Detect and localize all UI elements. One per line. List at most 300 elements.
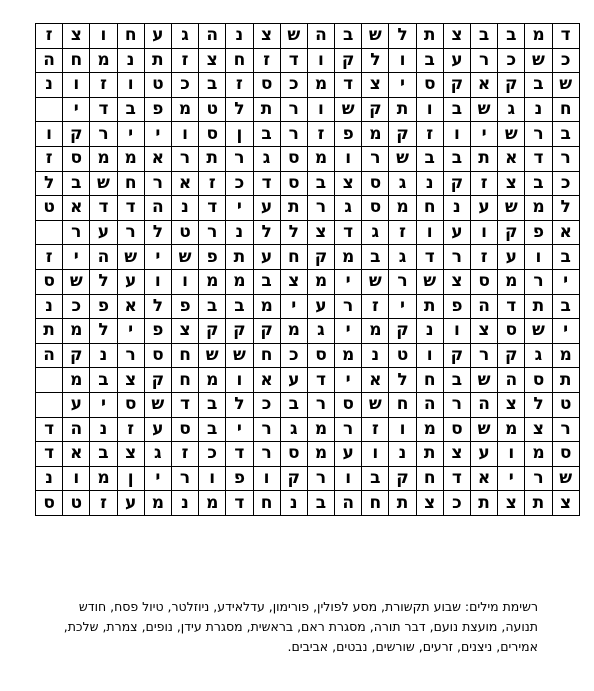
grid-cell[interactable]: ד [443,466,470,491]
grid-cell[interactable]: ח [226,48,253,73]
grid-cell[interactable]: ל [525,392,552,417]
grid-cell[interactable]: ב [525,171,552,196]
grid-cell[interactable]: ח [171,343,198,368]
grid-cell[interactable]: ו [443,319,470,344]
grid-cell[interactable]: ק [63,122,90,147]
grid-cell[interactable]: ש [552,466,579,491]
grid-cell[interactable]: נ [36,294,63,319]
grid-cell[interactable]: ק [389,122,416,147]
grid-cell[interactable]: ר [443,392,470,417]
grid-cell[interactable]: ב [443,97,470,122]
grid-cell[interactable]: ר [307,466,334,491]
grid-cell[interactable]: מ [498,269,525,294]
grid-cell[interactable]: ל [389,368,416,393]
grid-cell[interactable]: ס [280,171,307,196]
grid-cell[interactable]: א [63,196,90,221]
grid-cell[interactable]: ע [335,442,362,467]
grid-cell[interactable]: א [117,294,144,319]
grid-cell[interactable]: ר [335,417,362,442]
grid-cell[interactable]: מ [90,48,117,73]
grid-cell[interactable]: ז [171,48,198,73]
grid-cell[interactable]: ח [171,368,198,393]
grid-cell[interactable] [36,368,63,393]
grid-cell[interactable]: מ [90,146,117,171]
grid-cell[interactable]: ש [471,97,498,122]
grid-cell[interactable]: ב [443,146,470,171]
grid-cell[interactable]: ס [443,417,470,442]
grid-cell[interactable]: ן [117,466,144,491]
grid-cell[interactable]: נ [171,491,198,516]
grid-cell[interactable]: מ [362,122,389,147]
grid-cell[interactable]: מ [117,146,144,171]
grid-cell[interactable]: ל [36,171,63,196]
grid-cell[interactable]: ע [253,245,280,270]
grid-cell[interactable]: ב [253,122,280,147]
grid-cell[interactable]: ד [90,196,117,221]
grid-cell[interactable]: ק [144,368,171,393]
grid-cell[interactable]: ז [362,417,389,442]
grid-cell[interactable]: ח [552,97,579,122]
grid-cell[interactable]: ש [498,196,525,221]
grid-cell[interactable]: כ [552,48,579,73]
grid-cell[interactable]: כ [443,491,470,516]
grid-cell[interactable]: ז [389,220,416,245]
grid-cell[interactable]: ז [199,171,226,196]
grid-cell[interactable]: ס [525,368,552,393]
grid-cell[interactable]: ע [471,442,498,467]
grid-cell[interactable]: י [144,122,171,147]
grid-cell[interactable]: ר [471,48,498,73]
grid-cell[interactable]: ז [226,73,253,98]
grid-cell[interactable]: מ [171,97,198,122]
grid-cell[interactable]: ש [416,269,443,294]
grid-cell[interactable]: ז [36,24,63,49]
grid-cell[interactable]: נ [416,171,443,196]
grid-cell[interactable]: א [471,73,498,98]
grid-cell[interactable]: ב [443,368,470,393]
grid-cell[interactable]: מ [253,294,280,319]
grid-cell[interactable]: ל [226,97,253,122]
grid-cell[interactable]: ו [171,122,198,147]
grid-cell[interactable]: י [552,269,579,294]
grid-cell[interactable]: נ [226,24,253,49]
grid-cell[interactable]: ש [471,417,498,442]
grid-cell[interactable]: ק [443,171,470,196]
grid-cell[interactable]: מ [280,319,307,344]
grid-cell[interactable]: ס [36,269,63,294]
grid-cell[interactable]: ב [199,417,226,442]
grid-cell[interactable]: נ [525,97,552,122]
grid-cell[interactable]: צ [498,392,525,417]
grid-cell[interactable]: ז [117,417,144,442]
grid-cell[interactable]: ו [498,442,525,467]
grid-cell[interactable]: צ [525,417,552,442]
grid-cell[interactable]: ה [471,392,498,417]
grid-cell[interactable]: פ [199,245,226,270]
grid-cell[interactable]: ד [117,196,144,221]
grid-cell[interactable]: ו [90,24,117,49]
grid-cell[interactable] [36,97,63,122]
grid-cell[interactable]: ל [144,294,171,319]
grid-cell[interactable] [36,392,63,417]
grid-cell[interactable]: ב [362,466,389,491]
grid-cell[interactable]: מ [525,196,552,221]
grid-cell[interactable]: י [280,294,307,319]
grid-cell[interactable]: ו [335,146,362,171]
grid-cell[interactable]: נ [36,73,63,98]
grid-cell[interactable]: ק [443,73,470,98]
grid-cell[interactable]: ר [307,392,334,417]
grid-cell[interactable]: מ [389,196,416,221]
grid-cell[interactable]: ח [253,491,280,516]
grid-cell[interactable]: מ [525,24,552,49]
grid-cell[interactable]: ס [117,392,144,417]
grid-cell[interactable]: ג [171,24,198,49]
grid-cell[interactable]: ר [171,466,198,491]
grid-cell[interactable]: ו [144,269,171,294]
grid-cell[interactable]: פ [144,97,171,122]
grid-cell[interactable]: ר [117,343,144,368]
grid-cell[interactable]: מ [63,368,90,393]
grid-cell[interactable]: ת [471,146,498,171]
grid-cell[interactable]: צ [117,442,144,467]
grid-cell[interactable]: ס [144,343,171,368]
grid-cell[interactable]: ס [498,319,525,344]
grid-cell[interactable]: ד [199,196,226,221]
grid-cell[interactable]: ו [36,122,63,147]
grid-cell[interactable]: ו [171,269,198,294]
grid-cell[interactable]: צ [253,24,280,49]
grid-cell[interactable]: ז [416,122,443,147]
grid-cell[interactable]: ס [307,343,334,368]
grid-cell[interactable]: ז [90,491,117,516]
grid-cell[interactable]: ה [90,245,117,270]
grid-cell[interactable]: ע [117,269,144,294]
grid-cell[interactable]: ח [253,343,280,368]
grid-cell[interactable]: י [335,368,362,393]
grid-cell[interactable]: ר [280,97,307,122]
grid-cell[interactable]: ע [280,368,307,393]
grid-cell[interactable]: ת [552,368,579,393]
grid-cell[interactable]: ר [362,146,389,171]
grid-cell[interactable]: ע [144,24,171,49]
grid-cell[interactable]: ק [498,220,525,245]
grid-cell[interactable]: מ [335,245,362,270]
grid-cell[interactable]: ד [498,294,525,319]
grid-cell[interactable]: ס [36,491,63,516]
grid-cell[interactable]: נ [443,196,470,221]
grid-cell[interactable]: ד [226,491,253,516]
grid-cell[interactable]: כ [226,171,253,196]
grid-cell[interactable]: ת [253,97,280,122]
grid-cell[interactable]: ו [471,220,498,245]
grid-cell[interactable]: ג [362,220,389,245]
grid-cell[interactable]: ס [335,392,362,417]
grid-cell[interactable]: י [63,97,90,122]
grid-cell[interactable]: ז [471,245,498,270]
grid-cell[interactable]: ו [63,466,90,491]
grid-cell[interactable]: ס [63,146,90,171]
grid-cell[interactable]: ע [471,196,498,221]
grid-cell[interactable]: ש [280,24,307,49]
grid-cell[interactable]: ח [117,24,144,49]
grid-cell[interactable]: ש [199,343,226,368]
grid-cell[interactable]: ר [552,417,579,442]
grid-cell[interactable]: ק [389,466,416,491]
grid-cell[interactable]: ה [307,24,334,49]
grid-cell[interactable]: ו [199,466,226,491]
grid-cell[interactable]: ו [416,97,443,122]
grid-cell[interactable]: ו [389,417,416,442]
grid-cell[interactable]: ר [253,442,280,467]
grid-cell[interactable]: ג [307,319,334,344]
grid-cell[interactable]: ט [552,392,579,417]
grid-cell[interactable]: ר [525,466,552,491]
grid-cell[interactable]: כ [498,48,525,73]
grid-cell[interactable]: ס [362,171,389,196]
grid-cell[interactable]: ח [416,368,443,393]
grid-cell[interactable]: מ [552,343,579,368]
grid-cell[interactable]: י [552,319,579,344]
grid-cell[interactable]: י [90,392,117,417]
grid-cell[interactable]: ו [226,368,253,393]
grid-cell[interactable]: ת [389,97,416,122]
grid-cell[interactable]: מ [525,442,552,467]
grid-cell[interactable]: ה [416,392,443,417]
grid-cell[interactable]: ע [498,245,525,270]
grid-cell[interactable]: ב [416,48,443,73]
grid-cell[interactable]: ן [226,122,253,147]
grid-cell[interactable]: צ [498,491,525,516]
grid-cell[interactable]: צ [498,171,525,196]
grid-cell[interactable]: ב [280,392,307,417]
grid-cell[interactable]: ל [552,196,579,221]
grid-cell[interactable]: ס [552,442,579,467]
grid-cell[interactable]: ח [63,48,90,73]
grid-cell[interactable]: ז [36,245,63,270]
grid-cell[interactable]: ל [280,220,307,245]
grid-cell[interactable]: ג [389,245,416,270]
grid-cell[interactable]: צ [117,368,144,393]
grid-cell[interactable]: ש [498,122,525,147]
grid-cell[interactable]: מ [144,491,171,516]
grid-cell[interactable]: צ [362,73,389,98]
grid-cell[interactable]: ע [144,417,171,442]
grid-cell[interactable]: ו [253,466,280,491]
grid-cell[interactable]: ס [199,122,226,147]
grid-cell[interactable]: י [63,245,90,270]
grid-cell[interactable]: ב [199,294,226,319]
grid-cell[interactable]: ח [389,392,416,417]
grid-cell[interactable]: נ [389,442,416,467]
grid-cell[interactable]: ר [552,146,579,171]
grid-cell[interactable]: ח [416,466,443,491]
grid-cell[interactable]: ד [253,171,280,196]
grid-cell[interactable]: מ [199,269,226,294]
grid-cell[interactable]: ת [389,491,416,516]
grid-cell[interactable]: מ [307,146,334,171]
grid-cell[interactable]: מ [63,319,90,344]
grid-cell[interactable]: צ [443,24,470,49]
grid-cell[interactable]: צ [443,442,470,467]
grid-cell[interactable]: נ [90,417,117,442]
grid-cell[interactable]: ר [280,122,307,147]
grid-cell[interactable]: ד [226,442,253,467]
grid-cell[interactable]: ר [226,146,253,171]
grid-cell[interactable]: כ [280,73,307,98]
grid-cell[interactable]: ה [471,294,498,319]
grid-cell[interactable]: ר [63,220,90,245]
grid-cell[interactable]: ר [389,269,416,294]
grid-cell[interactable]: כ [552,171,579,196]
grid-cell[interactable]: ז [90,73,117,98]
grid-cell[interactable]: צ [280,269,307,294]
grid-cell[interactable]: ר [199,220,226,245]
grid-cell[interactable]: ג [335,196,362,221]
grid-cell[interactable]: ר [525,269,552,294]
grid-cell[interactable]: ח [117,171,144,196]
grid-cell[interactable]: ו [307,48,334,73]
grid-cell[interactable]: ש [171,245,198,270]
grid-cell[interactable]: מ [362,319,389,344]
grid-cell[interactable]: ג [389,171,416,196]
grid-cell[interactable]: מ [307,442,334,467]
grid-cell[interactable]: ת [144,48,171,73]
grid-cell[interactable]: ז [36,146,63,171]
grid-cell[interactable]: ז [171,442,198,467]
grid-cell[interactable]: א [471,466,498,491]
grid-cell[interactable]: ח [362,491,389,516]
grid-cell[interactable]: ו [362,442,389,467]
grid-cell[interactable]: ר [253,417,280,442]
grid-cell[interactable]: ק [226,319,253,344]
grid-cell[interactable]: א [253,368,280,393]
grid-cell[interactable]: ש [144,392,171,417]
grid-cell[interactable]: ח [416,196,443,221]
grid-cell[interactable]: פ [525,220,552,245]
grid-cell[interactable]: ו [389,48,416,73]
grid-cell[interactable]: ה [63,417,90,442]
grid-cell[interactable]: ס [471,269,498,294]
grid-cell[interactable]: ו [525,245,552,270]
grid-cell[interactable]: ע [90,220,117,245]
grid-cell[interactable]: ע [63,392,90,417]
grid-cell[interactable]: ח [280,245,307,270]
grid-cell[interactable]: ד [525,146,552,171]
grid-cell[interactable]: ק [199,319,226,344]
grid-cell[interactable]: ש [117,245,144,270]
grid-cell[interactable]: כ [63,294,90,319]
grid-cell[interactable]: ס [280,146,307,171]
grid-cell[interactable]: צ [471,319,498,344]
grid-cell[interactable]: ר [307,196,334,221]
grid-cell[interactable]: מ [199,368,226,393]
grid-cell[interactable]: י [389,73,416,98]
grid-cell[interactable]: ס [280,442,307,467]
grid-cell[interactable]: ש [362,24,389,49]
grid-cell[interactable]: ר [471,343,498,368]
grid-cell[interactable]: ק [389,319,416,344]
grid-cell[interactable]: י [335,269,362,294]
grid-cell[interactable]: ט [389,343,416,368]
grid-cell[interactable]: ש [525,319,552,344]
grid-cell[interactable]: ו [443,122,470,147]
grid-cell[interactable]: י [335,319,362,344]
grid-cell[interactable]: א [498,146,525,171]
grid-cell[interactable]: ת [416,294,443,319]
grid-cell[interactable]: פ [226,466,253,491]
grid-cell[interactable]: ע [253,196,280,221]
grid-cell[interactable]: מ [307,269,334,294]
grid-cell[interactable]: ב [90,442,117,467]
grid-cell[interactable]: ק [335,48,362,73]
grid-cell[interactable]: ק [498,343,525,368]
grid-cell[interactable]: ד [307,368,334,393]
grid-cell[interactable]: ק [307,245,334,270]
grid-cell[interactable]: ה [144,196,171,221]
grid-cell[interactable]: נ [36,466,63,491]
grid-cell[interactable]: ב [307,491,334,516]
grid-cell[interactable]: ש [226,343,253,368]
grid-cell[interactable]: ד [280,48,307,73]
grid-cell[interactable]: צ [307,220,334,245]
grid-cell[interactable]: נ [362,343,389,368]
grid-cell[interactable]: ש [362,392,389,417]
grid-cell[interactable]: א [144,146,171,171]
grid-cell[interactable]: ש [63,269,90,294]
grid-cell[interactable]: נ [226,220,253,245]
grid-cell[interactable]: ת [471,491,498,516]
grid-cell[interactable]: ע [443,48,470,73]
grid-cell[interactable]: ג [498,97,525,122]
grid-cell[interactable]: ה [335,491,362,516]
grid-cell[interactable]: ל [144,220,171,245]
grid-cell[interactable]: ל [90,269,117,294]
grid-cell[interactable]: ל [90,319,117,344]
grid-cell[interactable]: ב [307,171,334,196]
grid-cell[interactable]: ו [117,73,144,98]
grid-cell[interactable]: ש [335,97,362,122]
grid-cell[interactable]: י [117,319,144,344]
grid-cell[interactable]: ר [443,245,470,270]
grid-cell[interactable]: ה [36,343,63,368]
grid-cell[interactable]: ז [253,48,280,73]
grid-cell[interactable]: ב [525,73,552,98]
grid-cell[interactable]: ש [471,368,498,393]
grid-cell[interactable]: צ [335,171,362,196]
grid-cell[interactable]: ג [280,417,307,442]
grid-cell[interactable]: ר [525,122,552,147]
grid-cell[interactable]: ר [90,122,117,147]
grid-cell[interactable]: ר [335,294,362,319]
grid-cell[interactable]: ס [416,73,443,98]
grid-cell[interactable]: ת [416,442,443,467]
grid-cell[interactable]: י [144,245,171,270]
grid-cell[interactable]: ש [362,269,389,294]
grid-cell[interactable]: ב [226,294,253,319]
grid-cell[interactable]: ר [117,220,144,245]
grid-cell[interactable]: ק [498,73,525,98]
grid-cell[interactable]: מ [90,466,117,491]
grid-cell[interactable]: י [144,466,171,491]
grid-cell[interactable]: ד [36,442,63,467]
grid-cell[interactable]: ע [307,294,334,319]
grid-cell[interactable]: ס [253,73,280,98]
grid-cell[interactable]: ט [36,196,63,221]
grid-cell[interactable]: ב [253,269,280,294]
grid-cell[interactable]: ד [416,245,443,270]
grid-cell[interactable]: מ [498,417,525,442]
